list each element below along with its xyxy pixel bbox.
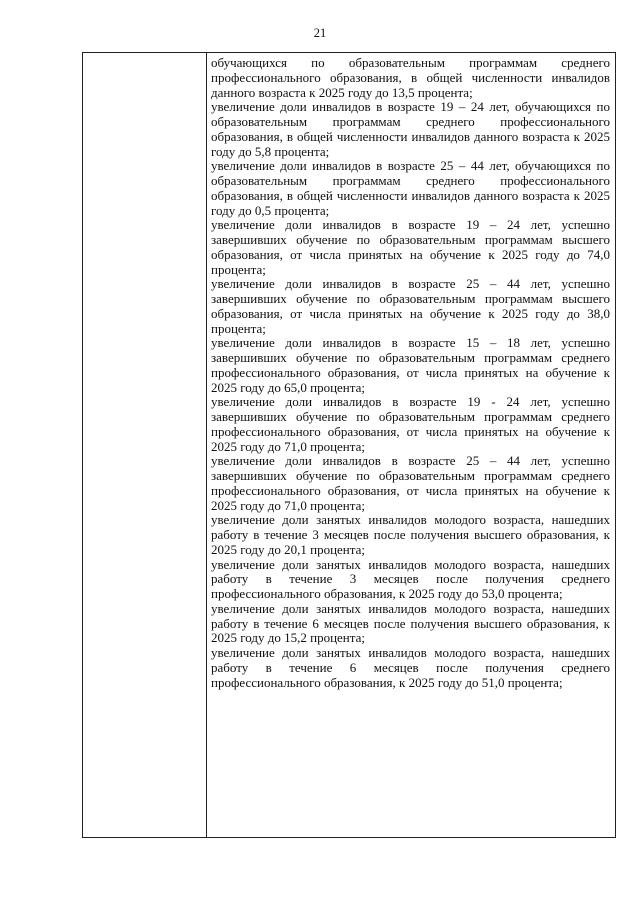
table-paragraph: увеличение доли инвалидов в возрасте 19 – 24 лет, успешно завершивших обучение по образовательным программам высшего образования, от числа принятых на обучение к 2025 году до 74,0 процента; — [211, 217, 610, 277]
table-left-cell — [83, 53, 207, 837]
table-paragraph: увеличение доли инвалидов в возрасте 25 – 44 лет, обучающихся по образовательным программам среднего профессионального образования, в общей численности инвалидов данного возраста к 2025 году до 0,5 процента; — [211, 158, 610, 218]
table-paragraph: увеличение доли занятых инвалидов молодого возраста, нашедших работу в течение 3 месяцев после получения высшего образования, к 2025 году до 20,1 процента; — [211, 512, 610, 557]
table-paragraph: увеличение доли инвалидов в возрасте 25 – 44 лет, успешно завершивших обучение по образовательным программам высшего образования, от числа принятых на обучение к 2025 году до 38,0 процента; — [211, 276, 610, 336]
table-paragraph: обучающихся по образовательным программам среднего профессионального образования, в общей численности инвалидов данного возраста к 2025 году до 13,5 процента; — [211, 55, 610, 100]
table-paragraph: увеличение доли занятых инвалидов молодого возраста, нашедших работу в течение 6 месяцев после получения среднего профессионального образования, к 2025 году до 51,0 процента; — [211, 645, 610, 690]
table-paragraph: увеличение доли инвалидов в возрасте 25 – 44 лет, успешно завершивших обучение по образовательным программам среднего профессионального образования, от числа принятых на обучение к 2025 году до 71,0 процента; — [211, 453, 610, 513]
table-paragraph: увеличение доли занятых инвалидов молодого возраста, нашедших работу в течение 6 месяцев после получения высшего образования, к 2025 году до 15,2 процента; — [211, 600, 610, 646]
page-number: 21 — [313, 26, 327, 40]
table-paragraph: увеличение доли занятых инвалидов молодого возраста, нашедших работу в течение 3 месяцев после получения среднего профессионального образования, к 2025 году до 53,0 процента; — [211, 556, 610, 601]
content-table — [82, 52, 616, 838]
table-paragraph: увеличение доли инвалидов в возрасте 19 – 24 лет, обучающихся по образовательным программам среднего профессионального образования, в общей численности инвалидов данного возраста к 2025 году до 5,8 процента; — [211, 99, 610, 159]
table-right-cell — [207, 53, 615, 837]
table-paragraph: увеличение доли инвалидов в возрасте 19 - 24 лет, успешно завершивших обучение по образовательным программам среднего профессионального образования, от числа принятых на обучение к 2025 году до 71,0 процента; — [211, 394, 610, 454]
table-paragraph: увеличение доли инвалидов в возрасте 15 – 18 лет, успешно завершивших обучение по образовательным программам среднего профессионального образования, от числа принятых на обучение к 2025 году до 65,0 процента; — [211, 335, 610, 395]
